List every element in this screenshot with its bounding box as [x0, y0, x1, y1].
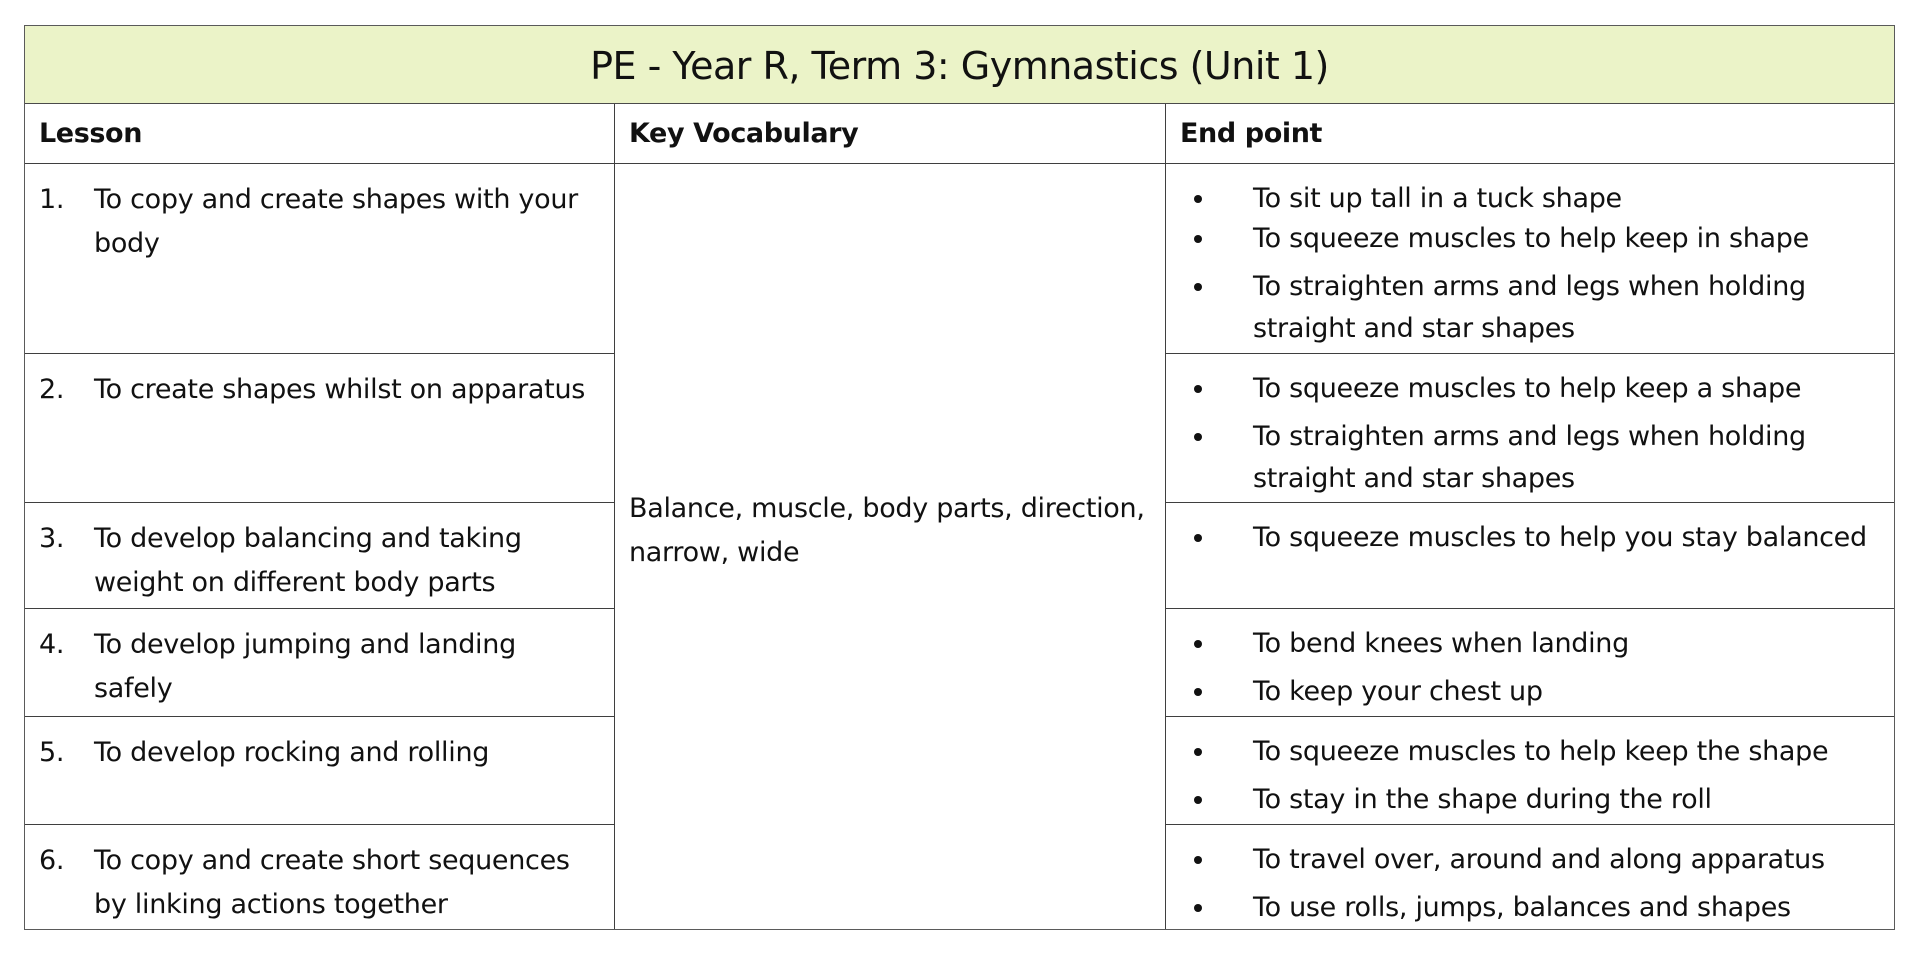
- end-point-item: To squeeze muscles to help you stay balanced: [1191, 517, 1886, 559]
- lesson-objective: To create shapes whilst on apparatus: [94, 374, 586, 405]
- column-header-end-point: End point: [1180, 118, 1323, 149]
- end-point-item: To sit up tall in a tuck shape: [1191, 178, 1886, 220]
- lesson-number: 4.: [39, 629, 65, 660]
- end-point-item: To squeeze muscles to help keep a shape: [1191, 368, 1886, 410]
- end-point-cell-3: [1166, 503, 1894, 608]
- bullet-icon: [1191, 623, 1229, 665]
- end-point-item: To squeeze muscles to help keep in shape: [1191, 218, 1886, 260]
- end-point-item: To straighten arms and legs when holding straight and star shapes: [1191, 266, 1886, 350]
- key-vocabulary-cell: Balance, muscle, body parts, direction, narrow, wide: [629, 493, 1145, 568]
- bullet-icon: [1191, 218, 1229, 260]
- end-point-item: To bend knees when landing: [1191, 623, 1886, 665]
- bullet-icon: [1191, 178, 1229, 220]
- lesson-row-5: [25, 717, 614, 824]
- lesson-row-6: [25, 825, 614, 931]
- lesson-objective: To develop balancing and taking weight on different body parts: [94, 523, 522, 598]
- lesson-objective: To develop rocking and rolling: [94, 737, 490, 768]
- bullet-icon: [1191, 839, 1229, 881]
- end-point-item: To keep your chest up: [1191, 671, 1886, 713]
- bullet-icon: [1191, 779, 1229, 821]
- end-point-cell-1: [1166, 164, 1894, 353]
- lesson-number: 2.: [39, 374, 65, 405]
- end-point-item: To straighten arms and legs when holding straight and star shapes: [1191, 416, 1886, 500]
- lesson-row-3: [25, 503, 614, 608]
- lesson-objective: To copy and create short sequences by linking actions together: [94, 845, 570, 920]
- lesson-number: 6.: [39, 845, 65, 876]
- end-point-item: To stay in the shape during the roll: [1191, 779, 1886, 821]
- lesson-row-1: [25, 164, 614, 353]
- bullet-icon: [1191, 416, 1229, 500]
- bullet-icon: [1191, 887, 1229, 929]
- column-header-key-vocabulary: Key Vocabulary: [629, 118, 859, 149]
- end-point-cell-2: [1166, 354, 1894, 502]
- lesson-objective: To copy and create shapes with your body: [94, 184, 578, 259]
- bullet-icon: [1191, 266, 1229, 350]
- bullet-icon: [1191, 671, 1229, 713]
- lesson-row-2: [25, 354, 614, 502]
- lesson-number: 3.: [39, 523, 65, 554]
- end-point-item: To use rolls, jumps, balances and shapes: [1191, 887, 1886, 929]
- bullet-icon: [1191, 731, 1229, 773]
- lesson-objective: To develop jumping and landing safely: [94, 629, 516, 704]
- lesson-plan-table: [24, 25, 1895, 930]
- lesson-number: 5.: [39, 737, 65, 768]
- bullet-icon: [1191, 517, 1229, 559]
- title-band: [25, 26, 1894, 104]
- end-point-item: To travel over, around and along apparatus: [1191, 839, 1886, 881]
- end-point-cell-4: [1166, 609, 1894, 716]
- lesson-number: 1.: [39, 184, 65, 215]
- lesson-row-4: [25, 609, 614, 716]
- bullet-icon: [1191, 368, 1229, 410]
- table-grid: [25, 104, 1894, 929]
- end-point-item: To squeeze muscles to help keep the shape: [1191, 731, 1886, 773]
- column-header-lesson: Lesson: [39, 118, 143, 149]
- page-title: PE - Year R, Term 3: Gymnastics (Unit 1): [590, 43, 1329, 88]
- end-point-cell-6: [1166, 825, 1894, 931]
- end-point-cell-5: [1166, 717, 1894, 824]
